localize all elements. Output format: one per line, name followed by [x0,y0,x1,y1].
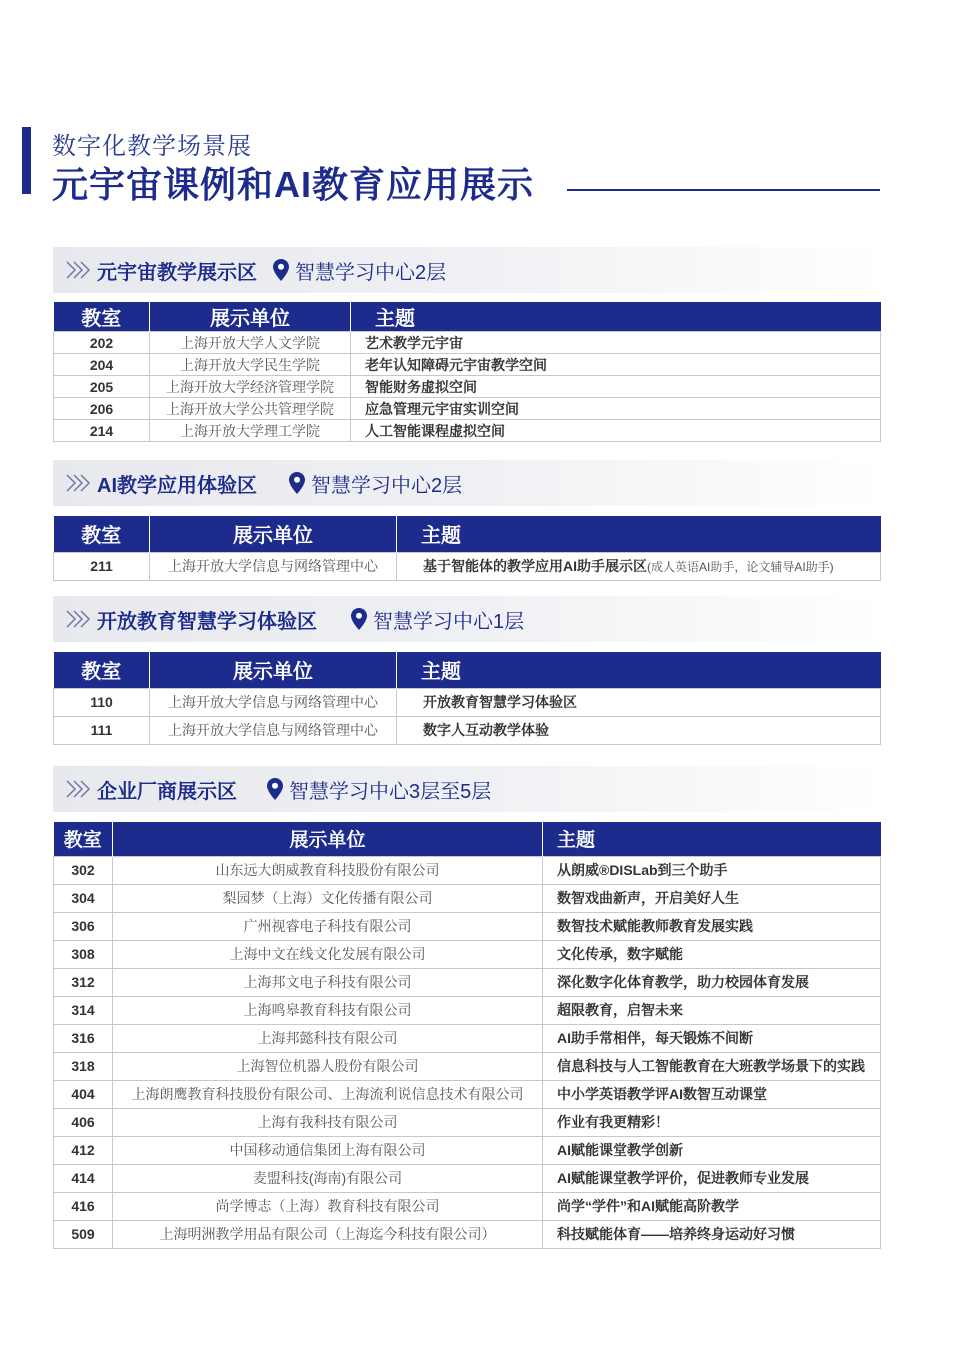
table-row [54,996,881,1024]
unit-cell: 梨园梦（上海）文化传播有限公司 [113,884,543,912]
location-pin-icon [289,472,305,494]
column-header-topic: 主题 [397,652,881,688]
topic-cell: 从朗威®DISLab到三个助手 [543,856,881,884]
unit-cell: 上海开放大学人文学院 [150,332,351,354]
section-title: 开放教育智慧学习体验区 [97,610,317,633]
section-location: 智慧学习中心2层 [295,261,447,284]
unit-cell: 上海明洲教学用品有限公司（上海迄今科技有限公司） [113,1220,543,1248]
unit-cell: 上海开放大学信息与网络管理中心 [150,688,397,716]
column-header-room: 教室 [54,302,150,332]
topic-cell [397,552,881,580]
room-cell: 205 [54,376,150,398]
topic-cell: 中小学英语教学评AI数智互动课堂 [543,1080,881,1108]
table-row [54,1192,881,1220]
room-cell: 302 [54,856,113,884]
table-row [54,968,881,996]
topic-cell: 智能财务虚拟空间 [351,376,881,398]
room-cell: 111 [54,716,150,744]
table-header-row [54,516,881,552]
table-row [54,1052,881,1080]
table-open-education [53,652,881,745]
column-header-room: 教室 [54,652,150,688]
header-accent-bar [22,127,31,194]
table-row [54,940,881,968]
room-cell: 406 [54,1108,113,1136]
room-cell: 306 [54,912,113,940]
topic-cell: AI赋能课堂教学创新 [543,1136,881,1164]
chevron-right-icon [65,472,95,494]
room-cell: 404 [54,1080,113,1108]
page-title: 元宇宙课例和AI教育应用展示 [52,164,535,205]
table-row [54,856,881,884]
section-header-open-education [53,596,880,642]
unit-cell: 上海有我科技有限公司 [113,1108,543,1136]
room-cell: 318 [54,1052,113,1080]
table-row [54,354,881,376]
table-row [54,688,881,716]
topic-cell: 数字人互动教学体验 [397,716,881,744]
topic-cell: 信息科技与人工智能教育在大班教学场景下的实践 [543,1052,881,1080]
room-cell: 412 [54,1136,113,1164]
table-row [54,1220,881,1248]
topic-cell: 数智技术赋能教师教育发展实践 [543,912,881,940]
table-metaverse [53,302,881,442]
table-ai-teaching [53,516,881,581]
room-cell: 308 [54,940,113,968]
table-header-row [54,822,881,856]
section-title: 企业厂商展示区 [97,780,237,803]
topic-cell: AI赋能课堂教学评价，促进教师专业发展 [543,1164,881,1192]
table-row [54,884,881,912]
unit-cell: 上海朗鹰教育科技股份有限公司、上海流利说信息技术有限公司 [113,1080,543,1108]
table-row [54,420,881,442]
unit-cell: 上海开放大学民生学院 [150,354,351,376]
table-header-row [54,302,881,332]
location-pin-icon [273,259,289,281]
unit-cell: 广州视睿电子科技有限公司 [113,912,543,940]
chevron-right-icon [65,608,95,630]
room-cell: 214 [54,420,150,442]
topic-cell: 老年认知障碍元宇宙教学空间 [351,354,881,376]
room-cell: 414 [54,1164,113,1192]
room-cell: 304 [54,884,113,912]
room-cell: 110 [54,688,150,716]
unit-cell: 上海鸣皋教育科技有限公司 [113,996,543,1024]
room-cell: 314 [54,996,113,1024]
topic-cell: 超限教育，启智未来 [543,996,881,1024]
section-header-enterprise [53,766,880,812]
column-header-room: 教室 [54,516,150,552]
table-row [54,912,881,940]
topic-cell: 科技赋能体育——培养终身运动好习惯 [543,1220,881,1248]
topic-note: (成人英语AI助手，论文辅导AI助手) [647,560,834,574]
unit-cell: 上海开放大学理工学院 [150,420,351,442]
section-header-ai-teaching [53,460,880,506]
table-header-row [54,652,881,688]
room-cell: 416 [54,1192,113,1220]
section-location: 智慧学习中心2层 [311,474,463,497]
section-location: 智慧学习中心1层 [373,610,525,633]
table-row [54,716,881,744]
column-header-topic: 主题 [351,302,881,332]
column-header-topic: 主题 [397,516,881,552]
room-cell: 202 [54,332,150,354]
topic-cell: 深化数字化体育教学，助力校园体育发展 [543,968,881,996]
topic-cell: 数智戏曲新声，开启美好人生 [543,884,881,912]
topic-cell: 应急管理元宇宙实训空间 [351,398,881,420]
section-title: 元宇宙教学展示区 [97,261,257,284]
column-header-unit: 展示单位 [150,516,397,552]
unit-cell: 上海开放大学信息与网络管理中心 [150,716,397,744]
table-row [54,332,881,354]
room-cell: 206 [54,398,150,420]
column-header-topic: 主题 [543,822,881,856]
topic-cell: 文化传承，数字赋能 [543,940,881,968]
table-row [54,1108,881,1136]
section-header-metaverse [53,247,880,293]
header-rule [567,189,880,191]
unit-cell: 尚学博志（上海）教育科技有限公司 [113,1192,543,1220]
section-location: 智慧学习中心3层至5层 [289,780,492,803]
table-row [54,1080,881,1108]
room-cell: 211 [54,552,150,580]
chevron-right-icon [65,259,95,281]
unit-cell: 上海开放大学经济管理学院 [150,376,351,398]
page-subtitle: 数字化教学场景展 [52,133,252,160]
topic-cell: 作业有我更精彩！ [543,1108,881,1136]
column-header-unit: 展示单位 [150,652,397,688]
room-cell: 509 [54,1220,113,1248]
unit-cell: 上海中文在线文化发展有限公司 [113,940,543,968]
chevron-right-icon [65,778,95,800]
topic-cell: 人工智能课程虚拟空间 [351,420,881,442]
topic-cell: AI助手常相伴，每天锻炼不间断 [543,1024,881,1052]
unit-cell: 上海智位机器人股份有限公司 [113,1052,543,1080]
location-pin-icon [351,608,367,630]
unit-cell: 山东远大朗威教育科技股份有限公司 [113,856,543,884]
topic-cell: 尚学“学件”和AI赋能高阶教学 [543,1192,881,1220]
topic-cell: 艺术教学元宇宙 [351,332,881,354]
location-pin-icon [267,778,283,800]
column-header-room: 教室 [54,822,113,856]
unit-cell: 上海邦懿科技有限公司 [113,1024,543,1052]
unit-cell: 中国移动通信集团上海有限公司 [113,1136,543,1164]
table-row [54,1024,881,1052]
table-row [54,376,881,398]
column-header-unit: 展示单位 [113,822,543,856]
room-cell: 204 [54,354,150,376]
topic-main: 基于智能体的教学应用AI助手展示区 [423,558,647,574]
topic-cell: 开放教育智慧学习体验区 [397,688,881,716]
unit-cell: 上海邦文电子科技有限公司 [113,968,543,996]
table-row [54,1136,881,1164]
table-row [54,398,881,420]
unit-cell: 上海开放大学公共管理学院 [150,398,351,420]
room-cell: 312 [54,968,113,996]
table-enterprise [53,822,881,1249]
unit-cell: 麦盟科技(海南)有限公司 [113,1164,543,1192]
table-row [54,552,881,580]
room-cell: 316 [54,1024,113,1052]
table-row [54,1164,881,1192]
unit-cell: 上海开放大学信息与网络管理中心 [150,552,397,580]
column-header-unit: 展示单位 [150,302,351,332]
section-title: AI教学应用体验区 [97,474,257,497]
